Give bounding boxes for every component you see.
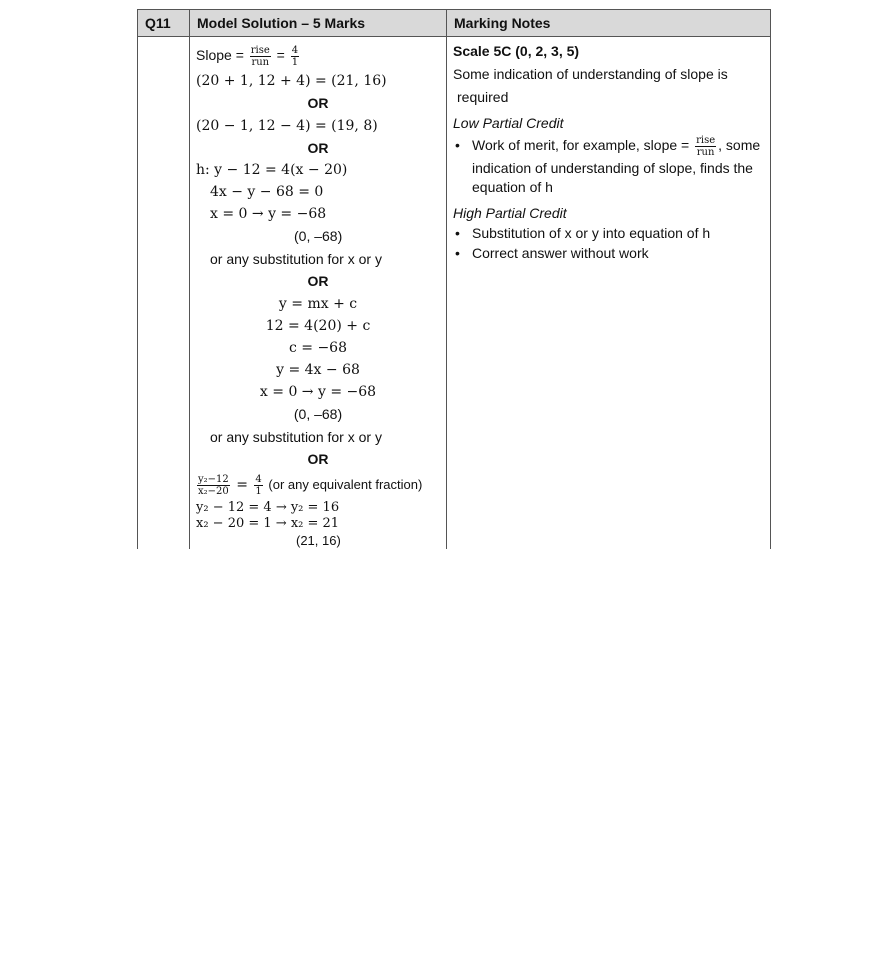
solution-line-slope: Slope = $\frac{\text{rise}}{\text{run}}$ = $\frac{4}{1}$: [196, 45, 299, 68]
solution-line: y₂ − 12 = 4 → y₂ = 16: [196, 500, 340, 515]
or-label: OR: [307, 451, 329, 467]
table-border-left: [137, 9, 138, 549]
or-label: OR: [307, 95, 329, 111]
marking-scheme-table: [137, 9, 771, 549]
solution-line: or any substitution for x or y: [210, 429, 382, 445]
solution-line: x₂ − 20 = 1 → x₂ = 21: [196, 516, 340, 531]
header-bottom-line: [137, 36, 771, 37]
solution-line: (20 + 1, 12 + 4) = (21, 16): [196, 73, 387, 89]
solution-line: or any substitution for x or y: [210, 251, 382, 267]
low-credit-bullet-line2: indication of understanding of slope, finds the: [472, 160, 753, 176]
fraction-4-1-ratio: $\frac{4}{1}$: [255, 474, 262, 497]
bullet-icon: •: [455, 245, 460, 261]
header-solution: Model Solution – 5 Marks: [197, 15, 366, 31]
or-label: OR: [307, 273, 329, 289]
scale-note: Some indication of understanding of slope is: [453, 66, 728, 82]
fraction-rise-run-notes: $\frac{\text{rise}}{\text{run}}$: [696, 135, 716, 158]
solution-line: y = 4x − 68: [276, 362, 360, 378]
scale-label: Scale 5C (0, 2, 3, 5): [453, 43, 580, 59]
high-credit-bullet-1: Substitution of x or y into equation of h: [472, 225, 711, 241]
high-partial-credit-title: High Partial Credit: [453, 205, 567, 221]
fraction-4-1: $\frac{4}{1}$: [291, 45, 299, 68]
scale-note: required: [457, 89, 509, 105]
solution-line-ratio: $\frac{\text{y₂−12}}{\text{x₂−20}}$ = $\frac{4}{1}$ (or any equivalent fraction): [198, 474, 423, 497]
low-credit-bullet-line3: equation of h: [472, 179, 553, 195]
low-partial-credit-title: Low Partial Credit: [453, 115, 564, 131]
solution-line: (21, 16): [296, 533, 341, 548]
fraction-y2-x2: $\frac{\text{y₂−12}}{\text{x₂−20}}$: [198, 474, 229, 497]
fraction-rise-run: $\frac{\text{rise}}{\text{run}}$: [250, 45, 270, 68]
header-question: Q11: [145, 15, 171, 31]
or-label: OR: [307, 140, 329, 156]
table-border-right: [770, 9, 771, 549]
solution-line: y = mx + c: [278, 296, 358, 312]
bullet-icon: •: [455, 225, 460, 241]
solution-line: (0, –68): [293, 406, 343, 422]
solution-line: (20 − 1, 12 − 4) = (19, 8): [196, 118, 378, 134]
solution-line: h: y − 12 = 4(x − 20): [196, 162, 348, 178]
low-credit-bullet-line1: Work of merit, for example, slope = $\frac{\text{rise}}{\text{run}}$ , some: [472, 135, 761, 158]
solution-line: c = −68: [288, 340, 348, 356]
solution-line: 12 = 4(20) + c: [265, 318, 371, 334]
header-notes: Marking Notes: [454, 15, 551, 31]
high-credit-bullet-2: Correct answer without work: [472, 245, 649, 261]
column-divider-2: [446, 9, 447, 549]
solution-line: x = 0 → y = −68: [259, 384, 377, 400]
solution-line: x = 0 → y = −68: [210, 206, 327, 222]
solution-line: 4x − y − 68 = 0: [210, 184, 324, 200]
solution-line: (0, –68): [294, 228, 343, 244]
bullet-icon: •: [455, 137, 460, 153]
